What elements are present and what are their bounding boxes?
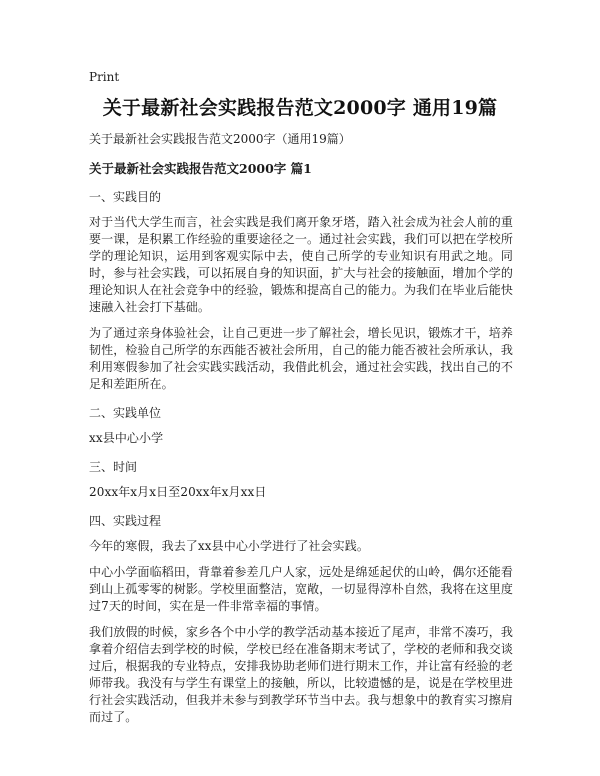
paragraph-time: 20xx年x月x日至20xx年x月xx日 <box>89 485 267 499</box>
heading-process: 四、实践过程 <box>89 514 162 528</box>
document-body <box>89 128 513 735</box>
paragraph-process-2: 中心小学面临稻田，背靠着参差几户人家，远处是绵延起伏的山岭，偶尔还能看到山上孤零零的树影。学校里面整洁，宽敞，一切显得淳朴自然，我将在这里度过7天的时间，实在是一件非常幸福的事情。 <box>89 565 513 613</box>
document-title: 关于最新社会实践报告范文2000字 通用19篇 <box>102 97 498 119</box>
paragraph-unit: xx县中心小学 <box>89 431 164 445</box>
section-title: 关于最新社会实践报告范文2000字 篇1 <box>89 161 312 176</box>
heading-purpose: 一、实践目的 <box>89 190 162 204</box>
heading-time: 三、时间 <box>89 460 138 474</box>
paragraph-process-1: 今年的寒假，我去了xx县中心小学进行了社会实践。 <box>89 539 369 553</box>
paragraph-purpose-1: 对于当代大学生而言，社会实践是我们离开象牙塔，踏入社会成为社会人前的重要一课，是积累工作经验的重要途径之一。通过社会实践，我们可以把在学校所学的理论知识，运用到客观实际中去，使自己所学的专业知识有用武之地。同时，参与社会实践，可以拓展自身的知识面，扩大与社会的接触面，增加个学的理论知识人在社会竞争中的经验，锻炼和提高自己的能力。为我们在毕业后能快速融入社会打下基础。 <box>89 215 513 314</box>
paragraph-purpose-2: 为了通过亲身体验社会，让自己更进一步了解社会，增长见识，锻炼才干，培养韧性，检验自己所学的东西能否被社会所用，自己的能力能否被社会所承认，我利用寒假参加了社会实践实践活动，我借此机会，通过社会实践，找出自己的不足和差距所在。 <box>89 326 513 391</box>
paragraph-process-3: 我们放假的时候，家乡各个中小学的教学活动基本接近了尾声，非常不凑巧，我拿着介绍信去到学校的时候，学校已经在准备期末考试了，学校的老师和我交谈过后，根据我的专业特点，安排我协助老师们进行期末工作，并让富有经验的老师带我。我没有与学生有课堂上的接触，所以，比较遗憾的是，说是在学校里进行社会实践活动，但我并未参与到教学环节当中去。我与想象中的教育实习擦肩而过了。 <box>89 625 513 724</box>
print-label[interactable]: Print <box>89 70 120 84</box>
document-subtitle: 关于最新社会实践报告范文2000字（通用19篇） <box>89 132 351 146</box>
heading-unit: 二、实践单位 <box>89 406 162 420</box>
